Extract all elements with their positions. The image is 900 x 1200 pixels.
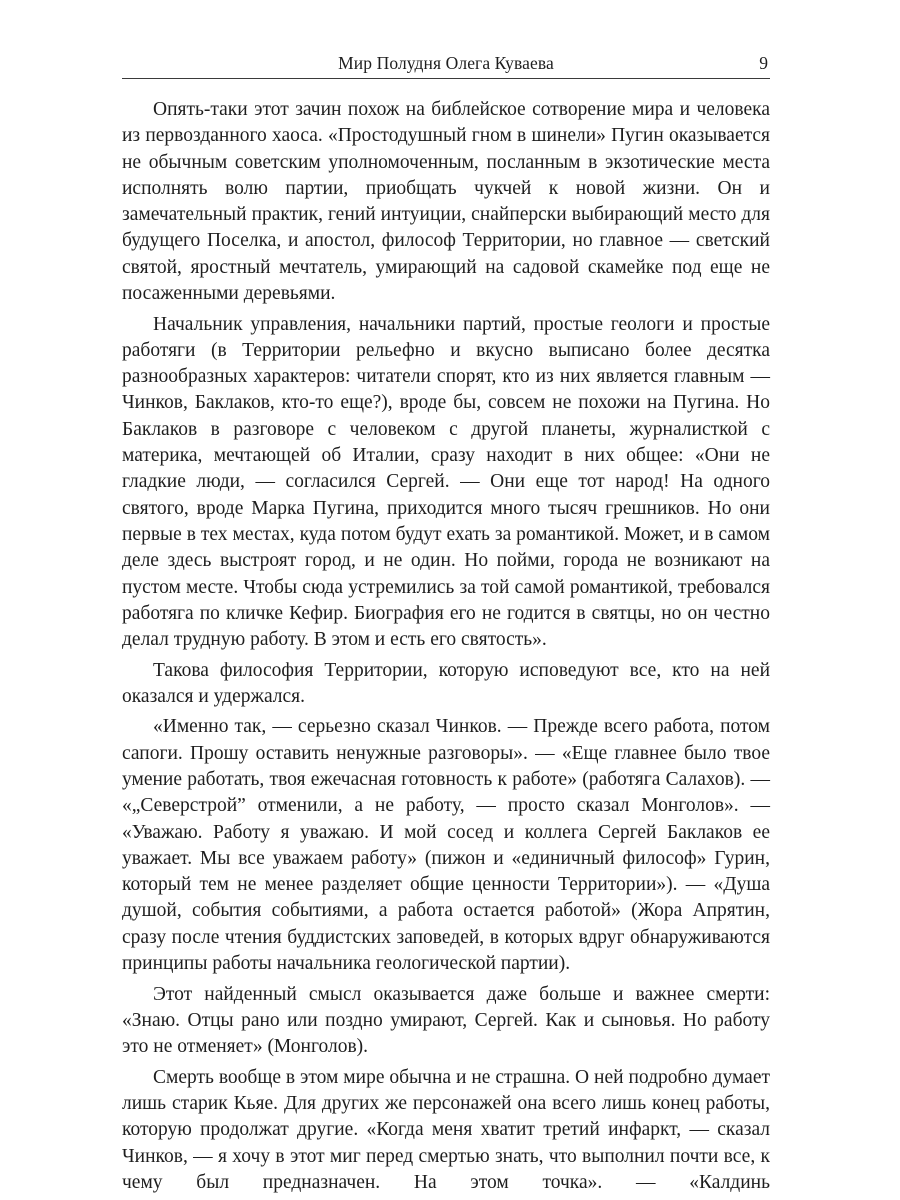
paragraph: Такова философия Территории, которую исповедуют все, кто на ней оказался и удержался. bbox=[122, 659, 770, 707]
running-title: Мир Полудня Олега Куваева bbox=[338, 53, 554, 73]
paragraph: «Именно так, — серьезно сказал Чинков. — Прежде всего работа, потом сапоги. Прошу оставить ненужные разговоры». — «Еще главнее было твое умение работать, твоя ежечасная готовность к работе» (работяга Салахов). — «„Северстрой” отменили, а не работу, — просто сказал Монголов». — «Уважаю. Работу я уважаю. И мой сосед и коллега Сергей Баклаков ее уважает. Мы все уважаем работу» (пижон и «единичный философ» Гурин, который тем не менее разделяет общие ценности Территории»). — «Душа душой, события событиями, а работа остается работой» (Жора Апрятин, сразу после чтения буддистских заповедей, в которых вдруг обнаруживаются принципы работы начальника геологической партии). bbox=[122, 716, 770, 975]
running-header bbox=[122, 52, 770, 79]
page-number: 9 bbox=[759, 53, 768, 73]
paragraph-continued: Смерть вообще в этом мире обычна и не страшна. О ней подробно думает лишь старик Кьяе. Для других же персонажей она всего лишь конец работы, которую продолжат другие. «Когда меня хватит третий инфаркт, — сказал Чинков, — я хочу в этот миг перед смертью знать, что выполнил почти все, к чему был предназначен. На этом точка». — «Калдинь bbox=[122, 1066, 770, 1193]
body-text bbox=[122, 97, 770, 1200]
paragraph: Опять-таки этот зачин похож на библейское сотворение мира и человека из первозданного хаоса. «Простодушный гном в шинели» Пугин оказывается не обычным советским уполномоченным, посланным в экзотические места исполнять волю партии, приобщать чукчей к новой жизни. Он и замечательный практик, гений интуиции, снайперски выбирающий место для будущего Поселка, и апостол, философ Территории, но главное — светский святой, яростный мечтатель, умирающий на садовой скамейке под еще не посаженными деревьями. bbox=[122, 99, 770, 305]
paragraph: Начальник управления, начальники партий, простые геологи и простые работяги (в Территории рельефно и вкусно выписано более десятка разнообразных характеров: читатели спорят, кто из них является главным — Чинков, Баклаков, кто-то еще?), вроде бы, совсем не похожи на Пугина. Но Баклаков в разговоре с человеком с другой планеты, журналисткой с материка, мечтающей об Италии, сразу находит в них общее: «Они не гладкие люди, — согласился Сергей. — Они еще тот народ! На одного святого, вроде Марка Пугина, приходится много тысяч грешников. Но они первые в тех местах, куда потом будут ехать за романтикой. Может, и в самом деле здесь выстроят город, и не один. Но пойми, города не возникают на пустом месте. Чтобы сюда устремились за той самой романтикой, требовался работяга по кличке Кефир. Биография его не годится в святцы, но он честно делал трудную работу. В этом и есть его святость». bbox=[122, 313, 770, 651]
paragraph: Этот найденный смысл оказывается даже больше и важнее смерти: «Знаю. Отцы рано или поздно умирают, Сергей. Как и сыновья. Но работу это не отменяет» (Монголов). bbox=[122, 983, 770, 1058]
